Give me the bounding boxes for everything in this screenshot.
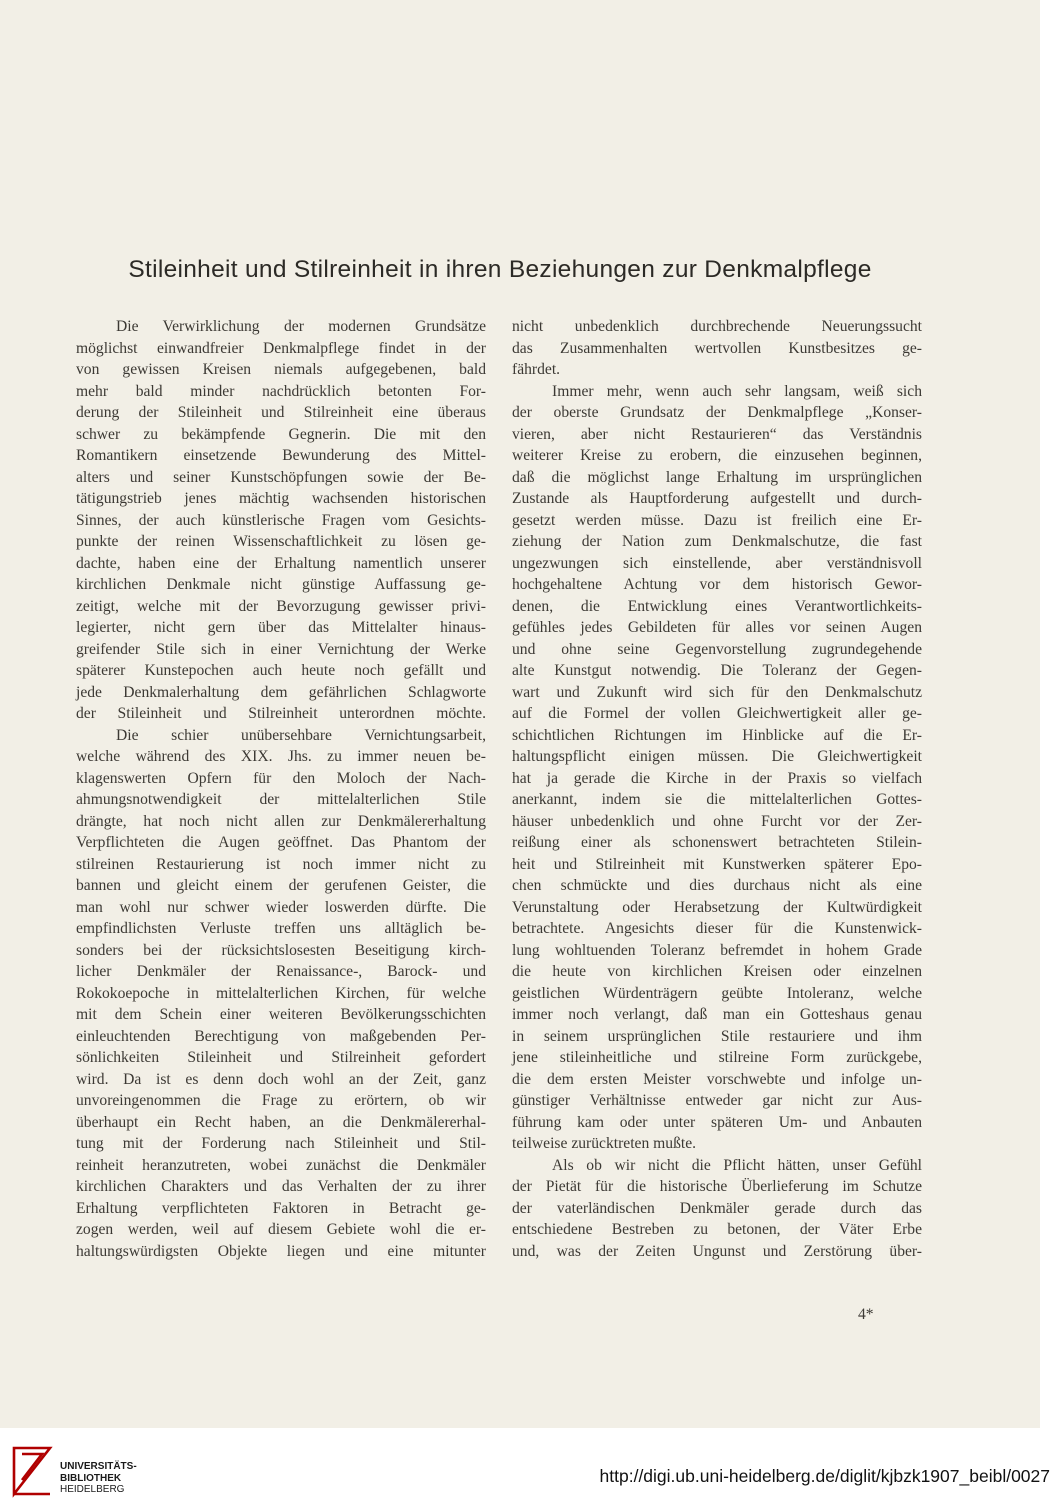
text-line: überhaupt ein Recht haben, an die Denkmälererhal- — [76, 1113, 486, 1131]
text-line: der Stileinheit und Stilreinheit unterordnen möchte. — [76, 705, 486, 722]
text-line: der oberste Grundsatz der Denkmalpflege „Konser- — [512, 404, 922, 421]
page-number: 4* — [858, 1306, 874, 1323]
text-line: ziehung der Nation zum Denkmalschutze, die fast — [512, 533, 922, 550]
text-line: anerkannt, indem sie die mittelalterlichen Gottes- — [512, 791, 922, 808]
text-line: hochgehaltene Achtung vor dem historisch Gewor- — [512, 576, 922, 593]
text-line: Zustande als Hauptforderung aufgestellt und durch- — [512, 490, 922, 507]
text-line: mehr bald minder nachdrücklich betonten For- — [76, 382, 486, 400]
text-line: dachte, haben eine der Erhaltung namentlich unserer — [76, 554, 486, 572]
text-line: heit und Stilreinheit mit Kunstwerken späterer Epo- — [512, 855, 922, 873]
text-line: wart und Zukunft wird sich für den Denkmalschutz — [512, 683, 922, 701]
text-line: derung der Stileinheit und Stilreinheit eine überaus — [76, 404, 486, 421]
text-line: stilreinen Restaurierung ist noch immer nicht zu — [76, 855, 486, 873]
text-line: welche während des XIX. Jhs. zu immer neuen be- — [76, 748, 486, 765]
text-line: von gewissen Kreisen niemals aufgegebenen, bald — [76, 361, 486, 378]
library-logo-icon — [10, 1442, 54, 1500]
text-line: die heute von kirchlichen Kreisen oder einzelnen — [512, 963, 922, 980]
library-name-line1: UNIVERSITÄTS- — [60, 1461, 137, 1472]
text-line: alte Kunstgut notwendig. Die Toleranz der Gegen- — [512, 662, 922, 679]
text-line: häuser unbedenklich und ohne Furcht vor der Zer- — [512, 812, 922, 830]
text-line: haltungspflicht einigen müssen. Die Gleichwertigkeit — [512, 748, 922, 765]
text-line: haltungswürdigsten Objekte liegen und eine mitunter — [76, 1242, 486, 1260]
text-line: nicht unbedenklich durchbrechende Neuerungssucht — [512, 318, 922, 335]
text-line: ungezwungen sich einstellende, aber verständnisvoll — [512, 554, 922, 572]
text-line: schichtlichen Richtungen im Hinblicke auf die Er- — [512, 726, 922, 744]
text-line: Die schier unübersehbare Vernichtungsarbeit, — [116, 726, 486, 744]
text-line: jene stileinheitliche und stilreine Form zurückgebe, — [512, 1049, 922, 1066]
text-line: führung kam oder unter späteren Um- und Anbauten — [512, 1113, 922, 1131]
text-line: und, was der Zeiten Ungunst und Zerstörung über- — [512, 1242, 922, 1260]
text-line: geistlichen Würdenträgern geübte Intoleranz, welche — [512, 984, 922, 1002]
text-line: vieren, aber nicht Restaurieren“ das Verständnis — [512, 425, 922, 443]
text-line: möglichst einwandfreier Denkmalpflege findet in der — [76, 339, 486, 357]
text-line: Als ob wir nicht die Pflicht hätten, unser Gefühl — [552, 1156, 922, 1174]
text-line: unvoreingenommen die Frage zu erörtern, ob wir — [76, 1092, 486, 1109]
left-text-column — [76, 316, 486, 1262]
text-line: günstiger Verhältnisse entweder gar nicht zur Aus- — [512, 1092, 922, 1109]
text-line: denen, die Entwicklung eines Verantwortlichkeits- — [512, 597, 922, 615]
text-line: chen schmückte und dies durchaus nicht als eine — [512, 877, 922, 894]
text-line: späterer Kunstepochen auch heute noch gefällt und — [76, 662, 486, 679]
text-line: zogen werden, weil auf diesem Gebiete wohl die er- — [76, 1221, 486, 1238]
text-line: mit dem Schein einer weiteren Bevölkerungsschichten — [76, 1006, 486, 1023]
text-line: tätigungstrieb jenes mächtig wachsenden historischen — [76, 490, 486, 507]
text-line: reinheit heranzutreten, wobei zunächst die Denkmäler — [76, 1156, 486, 1174]
text-line: der Pietät für die historische Überlieferung im Schutze — [512, 1178, 922, 1195]
text-line: greifender Stile sich in einer Vernichtung der Werke — [76, 640, 486, 658]
text-line: punkte der reinen Wissenschaftlichkeit zu lösen ge- — [76, 533, 486, 550]
text-line: kirchlichen Charakters und das Verhalten der zu ihrer — [76, 1178, 486, 1195]
source-url[interactable]: http://digi.ub.uni-heidelberg.de/diglit/kjbzk1907_beibl/0027 — [599, 1466, 1050, 1486]
text-line: alters und seiner Kunstschöpfungen sowie der Be- — [76, 468, 486, 486]
text-line: sonders bei der rücksichtslosesten Beseitigung kirch- — [76, 941, 486, 959]
text-line: Sinnes, der auch künstlerische Fragen vom Gesichts- — [76, 511, 486, 529]
text-line: Immer mehr, wenn auch sehr langsam, weiß sich — [552, 382, 922, 400]
text-line: reißung einer als schonenswert betrachteten Stilein- — [512, 834, 922, 851]
text-line: gesetzt werden müsse. Dazu ist freilich eine Er- — [512, 511, 922, 529]
text-line: jede Denkmalerhaltung dem gefährlichen Schlagworte — [76, 683, 486, 701]
text-line: gefühles jedes Gebildeten für alles vor seinen Augen — [512, 619, 922, 636]
library-name-line3: HEIDELBERG — [60, 1484, 125, 1495]
text-line: daß die möglichst lange Erhaltung im ursprünglichen — [512, 468, 922, 486]
text-line: und ohne seine Gegenvorstellung zugrundegehende — [512, 640, 922, 658]
text-line: Verunstaltung oder Herabsetzung der Kultwürdigkeit — [512, 898, 922, 916]
text-line: ahmungsnotwendigkeit der mittelalterlichen Stile — [76, 791, 486, 808]
text-line: hat ja gerade die Kirche in der Praxis so vielfach — [512, 769, 922, 787]
text-line: licher Denkmäler der Renaissance-, Barock- und — [76, 963, 486, 980]
text-line: empfindlichsten Verluste treffen uns alltäglich be- — [76, 920, 486, 937]
text-line: Verpflichteten die Augen geöffnet. Das Phantom der — [76, 834, 486, 851]
text-line: tung mit der Forderung nach Stileinheit und Stil- — [76, 1135, 486, 1152]
text-line: wird. Da ist es denn doch wohl an der Zeit, ganz — [76, 1070, 486, 1088]
text-line: kirchlichen Denkmale nicht günstige Auffassung ge- — [76, 576, 486, 593]
text-line: weiterer Kreise zu erobern, die einzusehen beginnen, — [512, 447, 922, 464]
text-line: Rokokoepoche in mittelalterlichen Kirchen, für welche — [76, 984, 486, 1002]
text-line: Romantikern einsetzende Bewunderung des Mittel- — [76, 447, 486, 464]
text-line: man wohl nur schwer wieder loswerden dürfte. Die — [76, 898, 486, 916]
text-line: immer noch verlangt, daß man ein Gotteshaus genau — [512, 1006, 922, 1023]
text-line: einleuchtenden Berechtigung von maßgebenden Per- — [76, 1027, 486, 1045]
text-line: Die Verwirklichung der modernen Grundsätze — [116, 318, 486, 335]
text-line: bannen und gleicht einem der gerufenen Geister, die — [76, 877, 486, 894]
text-line: in seinem ursprünglichen Stile restauriere und ihm — [512, 1027, 922, 1045]
text-line: fährdet. — [512, 361, 561, 378]
text-line: lung wohltuenden Toleranz befremdet in hohem Grade — [512, 941, 922, 959]
text-line: schwer zu bekämpfende Gegnerin. Die mit den — [76, 425, 486, 443]
text-line: auf die Formel der vollen Gleichwertigkeit aller ge- — [512, 705, 922, 722]
right-text-column — [512, 316, 922, 1262]
library-name-line2: BIBLIOTHEK — [60, 1472, 122, 1484]
text-line: das Zusammenhalten wertvollen Kunstbesitzes ge- — [512, 339, 922, 357]
text-line: drängte, hat noch nicht allen zur Denkmälererhaltung — [76, 812, 486, 830]
text-line: teilweise zurücktreten mußte. — [512, 1135, 697, 1152]
library-name — [60, 1461, 137, 1496]
text-line: sönlichkeiten Stileinheit und Stilreinheit gefordert — [76, 1049, 486, 1066]
text-line: legierter, nicht gern über das Mittelalter hinaus- — [76, 619, 486, 636]
text-line: der vaterländischen Denkmäler gerade durch das — [512, 1199, 922, 1217]
text-line: die dem ersten Meister vorschwebte und infolge un- — [512, 1070, 922, 1088]
text-line: entschiedene Bestreben zu betonen, der Väter Erbe — [512, 1221, 922, 1238]
text-line: Erhaltung verpflichteten Faktoren in Betracht ge- — [76, 1199, 486, 1217]
text-line: betrachtete. Angesichts dieser für die Kunstenwick- — [512, 920, 922, 937]
text-line: zeitigt, welche mit der Bevorzugung gewisser privi- — [76, 597, 486, 615]
footer-bar — [0, 1428, 1060, 1508]
article-title: Stileinheit und Stilreinheit in ihren Beziehungen zur Denkmalpflege — [128, 256, 872, 283]
text-line: klagenswerten Opfern für den Moloch der Nach- — [76, 769, 486, 787]
